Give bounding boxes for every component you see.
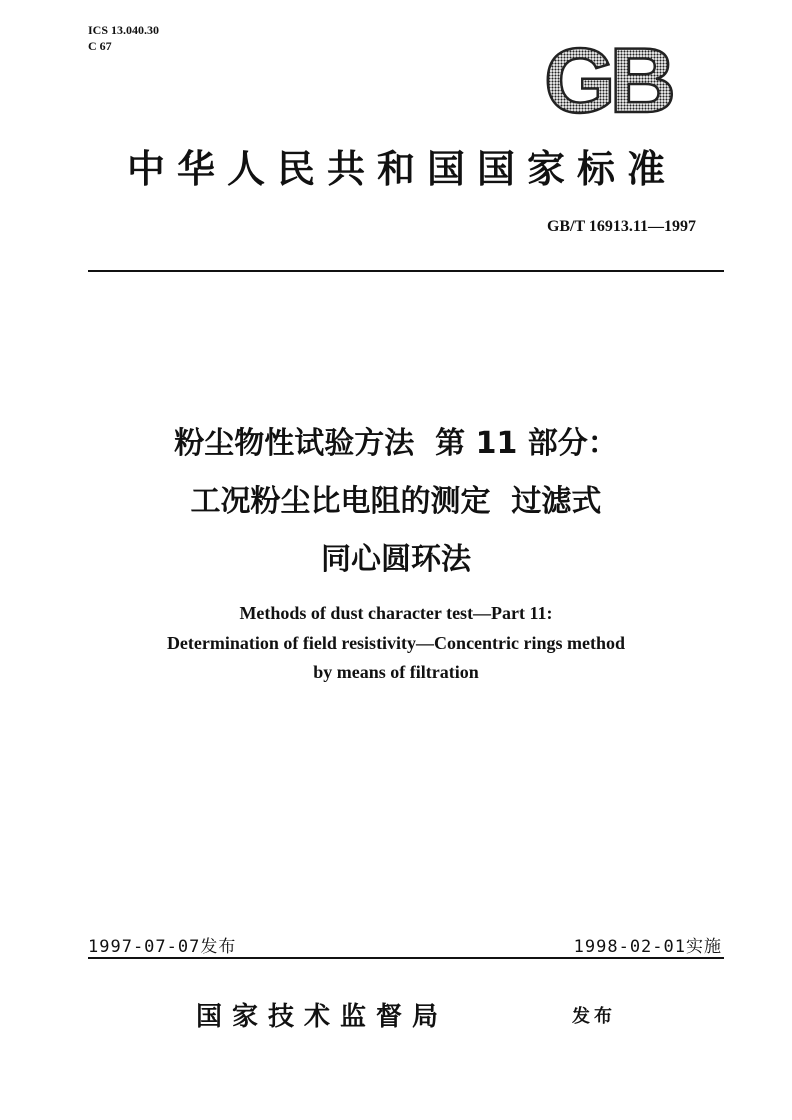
chinese-title-line-1: 粉尘物性试验方法 第 11 部分： — [174, 426, 618, 461]
classification-codes — [88, 22, 159, 54]
english-title-line-3: by means of filtration — [313, 662, 479, 682]
chinese-title-line-3: 同心圆环法 — [321, 542, 471, 577]
chinese-title-line-2: 工况粉尘比电阻的测定 过滤式 — [190, 484, 602, 519]
classification-code: C 67 — [88, 39, 112, 53]
issue-date: 1997-07-07发布 — [88, 937, 237, 957]
english-title-line-1: Methods of dust character test—Part 11: — [239, 603, 553, 623]
top-divider — [88, 270, 724, 272]
english-title-line-2: Determination of field resistivity—Concentric rings method — [166, 633, 626, 653]
standard-number: GB/T 16913.11—1997 — [546, 218, 696, 235]
implementation-date: 1998-02-01实施 — [573, 937, 722, 957]
gb-logo — [536, 38, 678, 122]
standard-title: 中华人民共和国国家标准 — [126, 146, 677, 191]
bottom-divider — [88, 957, 724, 959]
issuer-action: 发布 — [572, 1006, 616, 1027]
issuing-authority: 国家技术监督局 — [196, 1002, 449, 1032]
logo-lettering: GB — [544, 38, 670, 122]
ics-code: ICS 13.040.30 — [88, 23, 160, 37]
